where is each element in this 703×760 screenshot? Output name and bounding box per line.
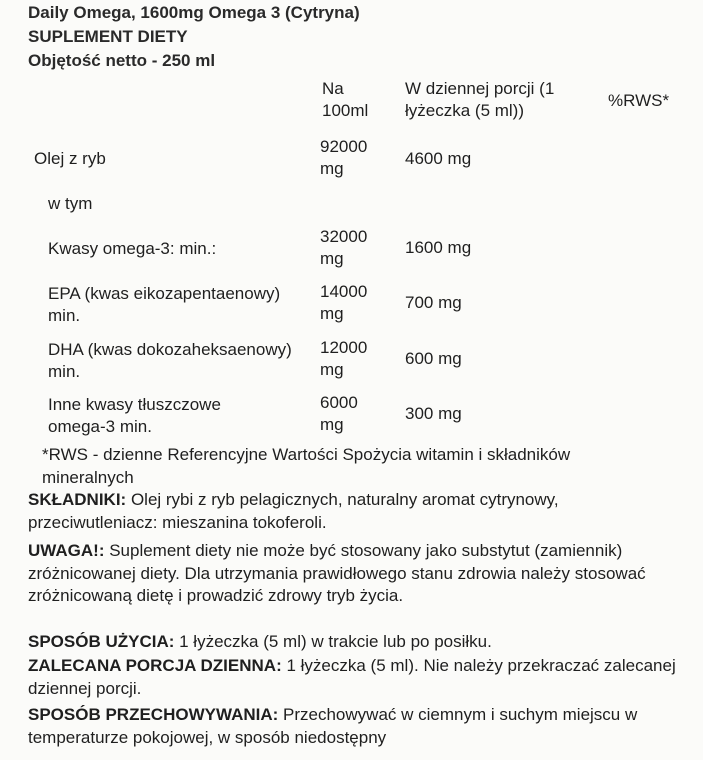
storage-label: SPOSÓB PRZECHOWYWANIA: <box>28 705 279 724</box>
usage-section <box>28 631 688 654</box>
product-category: SUPLEMENT DIETY <box>28 27 188 46</box>
row-daily-other-omega3: 300 mg <box>405 404 462 423</box>
daily-dose-section <box>28 655 688 700</box>
ingredients-section <box>28 489 688 534</box>
net-volume: Objętość netto - 250 ml <box>28 51 216 70</box>
row-per100-other-omega3: 6000 mg <box>320 393 358 434</box>
row-per100-epa: 14000 mg <box>320 282 368 323</box>
warning-label: UWAGA!: <box>28 541 105 560</box>
ingredients-label: SKŁADNIKI: <box>28 490 127 509</box>
ingredients-text: Olej rybi z ryb pelagicznych, naturalny aromat cytrynowy, przeciwutleniacz: mieszanina tokoferoli. <box>28 490 559 532</box>
storage-section <box>28 704 688 749</box>
row-daily-fish-oil: 4600 mg <box>405 149 472 168</box>
col-header-per-100ml: Na 100ml <box>322 79 369 120</box>
col-header-daily-portion: W dziennej porcji (1 łyżeczka (5 ml)) <box>405 79 555 120</box>
usage-text: 1 łyżeczka (5 ml) w trakcie lub po posiłku. <box>174 632 492 651</box>
row-name-epa: EPA (kwas eikozapentaenowy) min. <box>48 284 281 325</box>
row-daily-epa: 700 mg <box>405 293 462 312</box>
warning-text: Suplement diety nie może być stosowany jako substytut (zamiennik) zróżnicowanej diety. Dla utrzymania prawidłowego stanu zdrowia należy stosować zróżnicowaną dietę i prowadzić zdrowy tryb życia. <box>28 541 646 605</box>
row-daily-dha: 600 mg <box>405 349 462 368</box>
daily-dose-label: ZALECANA PORCJA DZIENNA: <box>28 656 282 675</box>
col-header-rws: %RWS* <box>608 91 670 110</box>
row-name-dha: DHA (kwas dokozaheksaenowy) min. <box>48 340 292 381</box>
row-name-other-omega3: Inne kwasy tłuszczowe omega-3 min. <box>48 395 221 436</box>
row-per100-dha: 12000 mg <box>320 338 368 379</box>
warning-section <box>28 540 688 608</box>
product-title: Daily Omega, 1600mg Omega 3 (Cytryna) <box>28 3 360 22</box>
daily-dose-text: 1 łyżeczka (5 ml). Nie należy przekraczać zalecanej dziennej porcji. <box>28 656 676 698</box>
row-name-omega3: Kwasy omega-3: min.: <box>48 239 217 258</box>
row-name-including: w tym <box>48 194 93 213</box>
storage-text: Przechowywać w ciemnym i suchym miejscu w temperaturze pokojowej, w sposób niedostępny <box>28 705 638 747</box>
row-daily-omega3: 1600 mg <box>405 238 472 257</box>
rws-footnote: *RWS - dzienne Referencyjne Wartości Spożycia witamin i składników mineralnych <box>42 445 571 487</box>
row-name-fish-oil: Olej z ryb <box>34 149 106 168</box>
usage-label: SPOSÓB UŻYCIA: <box>28 632 175 651</box>
row-per100-fish-oil: 92000 mg <box>320 137 368 178</box>
row-per100-omega3: 32000 mg <box>320 227 368 268</box>
